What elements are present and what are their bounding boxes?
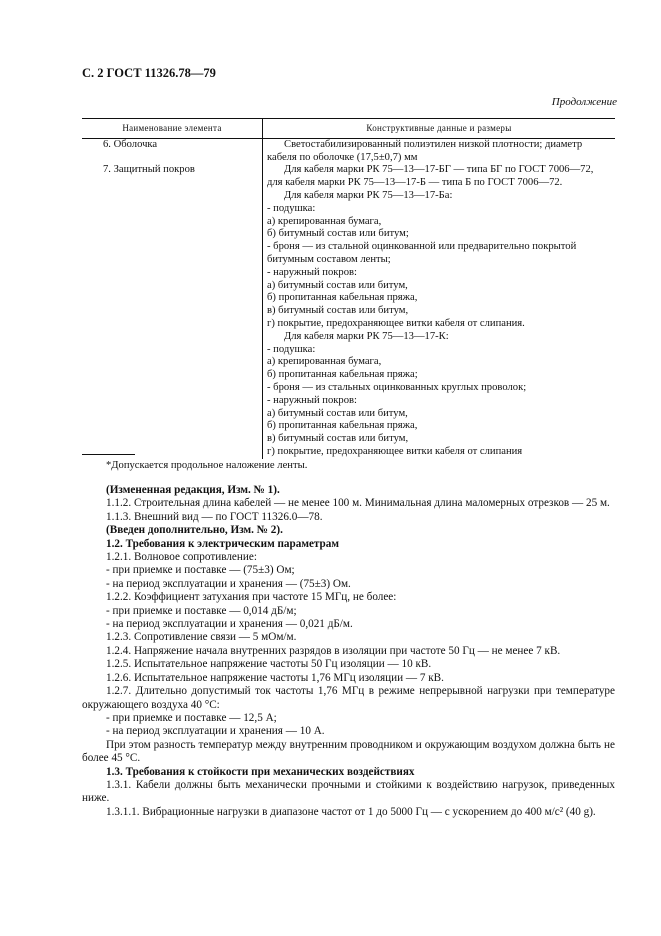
footnote: *Допускается продольное наложение ленты.	[106, 460, 308, 471]
table-row	[82, 138, 615, 164]
section-heading: 1.2. Требования к электрическим параметрам	[106, 537, 339, 550]
data-line: - броня — из стальных оцинкованных круглых проволок;	[267, 381, 527, 393]
spec-table	[82, 118, 615, 459]
data-line: Для кабеля марки РК 75—13—17-Ба:	[284, 189, 453, 201]
element-name-cell: 6. Оболочка	[82, 138, 263, 164]
col-header-data: Конструктивные данные и размеры	[263, 119, 616, 139]
data-line: а) крепированная бумага,	[267, 215, 382, 227]
paragraph: 1.1.3. Внешний вид — по ГОСТ 11326.0—78.	[106, 510, 323, 523]
data-line: а) битумный состав или битум,	[267, 279, 408, 291]
data-line: б) пропитанная кабельная пряжа;	[267, 369, 418, 381]
data-line: Для кабеля марки РК 75—13—17-К:	[284, 330, 449, 342]
data-line: кабеля по оболочке (17,5±0,7) мм	[267, 151, 418, 163]
data-line: б) пропитанная кабельная пряжа,	[267, 292, 418, 304]
continuation-label: Продолжение	[551, 96, 617, 108]
element-data-cell	[263, 164, 616, 458]
data-line: а) битумный состав или битум,	[267, 407, 408, 419]
paragraph: 1.2.4. Напряжение начала внутренних разрядов в изоляции при частоте 50 Гц — не менее 7 кВ.	[106, 644, 561, 657]
body-text	[82, 484, 615, 819]
element-name-cell: 7. Защитный покров	[82, 164, 263, 458]
paragraph: 1.2.3. Сопротивление связи — 5 мОм/м.	[106, 631, 297, 644]
element-data-cell	[263, 138, 616, 164]
data-line: Для кабеля марки РК 75—13—17-БГ — типа БГ по ГОСТ 7006—72,	[284, 164, 594, 176]
data-line: б) битумный состав или битум;	[267, 228, 409, 240]
data-line: в) битумный состав или битум,	[267, 305, 409, 317]
paragraph: 1.2.2. Коэффициент затухания при частоте 15 МГц, не более:	[106, 591, 397, 604]
data-line: г) покрытие, предохраняющее витки кабеля от слипания.	[267, 317, 525, 329]
data-line: - броня — из стальной оцинкованной или предварительно покрытой	[267, 241, 577, 253]
paragraph: 1.1.2. Строительная длина кабелей — не менее 100 м. Минимальная длина маломерных отрезков — 25 м.	[106, 497, 610, 510]
data-line: битумным составом ленты;	[267, 253, 391, 265]
paragraph: 1.2.6. Испытательное напряжение частоты 1,76 МГц изоляции — 7 кВ.	[106, 671, 444, 684]
paragraph: 1.3.1.1. Вибрационные нагрузки в диапазоне частот от 1 до 5000 Гц — с ускорением до 400 м/с² (40 g).	[106, 805, 596, 818]
paragraph: - при приемке и поставке — 12,5 А;	[106, 711, 277, 724]
paragraph: 1.2.5. Испытательное напряжение частоты 50 Гц изоляции — 10 кВ.	[106, 658, 432, 671]
data-line: Светостабилизированный полиэтилен низкой плотности; диаметр	[284, 138, 583, 150]
data-line: б) пропитанная кабельная пряжа,	[267, 420, 418, 432]
data-line: в) битумный состав или битум,	[267, 433, 409, 445]
section-heading: 1.3. Требования к стойкости при механических воздействиях	[106, 765, 415, 778]
paragraph: - на период эксплуатации и хранения — (75±3) Ом.	[106, 577, 351, 590]
paragraph: 1.2.1. Волновое сопротивление:	[106, 551, 257, 564]
data-line: - подушка:	[267, 343, 316, 355]
data-line: - подушка:	[267, 202, 316, 214]
section-heading: (Введен дополнительно, Изм. № 2).	[106, 524, 283, 537]
data-line: - наружный покров:	[267, 266, 357, 278]
paragraph: 1.2.7. Длительно допустимый ток частоты 1,76 МГц в режиме непрерывной нагрузки при температуре окружающего воздуха 40 °С:	[82, 685, 615, 711]
paragraph: 1.3.1. Кабели должны быть механически прочными и стойкими к воздействию нагрузок, приведенных ниже.	[82, 778, 615, 805]
paragraph: - на период эксплуатации и хранения — 0,021 дБ/м.	[106, 618, 353, 631]
paragraph: - при приемке и поставке — 0,014 дБ/м;	[106, 604, 297, 617]
data-line: - наружный покров:	[267, 394, 357, 406]
footnote-rule	[82, 454, 135, 455]
table-header-row	[82, 119, 615, 139]
page-header: С. 2 ГОСТ 11326.78—79	[82, 66, 216, 80]
data-line: а) крепированная бумага,	[267, 356, 382, 368]
paragraph: - на период эксплуатации и хранения — 10 А.	[106, 725, 325, 738]
paragraph: При этом разность температур между внутренним проводником и окружающим воздухом должна быть не более 45 °С.	[82, 738, 615, 765]
table-row	[82, 164, 615, 458]
data-line: для кабеля марки РК 75—13—17-Б — типа Б по ГОСТ 7006—72.	[267, 177, 563, 189]
section-heading: (Измененная редакция, Изм. № 1).	[106, 484, 280, 496]
col-header-element: Наименование элемента	[82, 119, 263, 139]
data-line: г) покрытие, предохраняющее витки кабеля от слипания	[267, 445, 523, 457]
paragraph: - при приемке и поставке — (75±3) Ом;	[106, 564, 295, 577]
